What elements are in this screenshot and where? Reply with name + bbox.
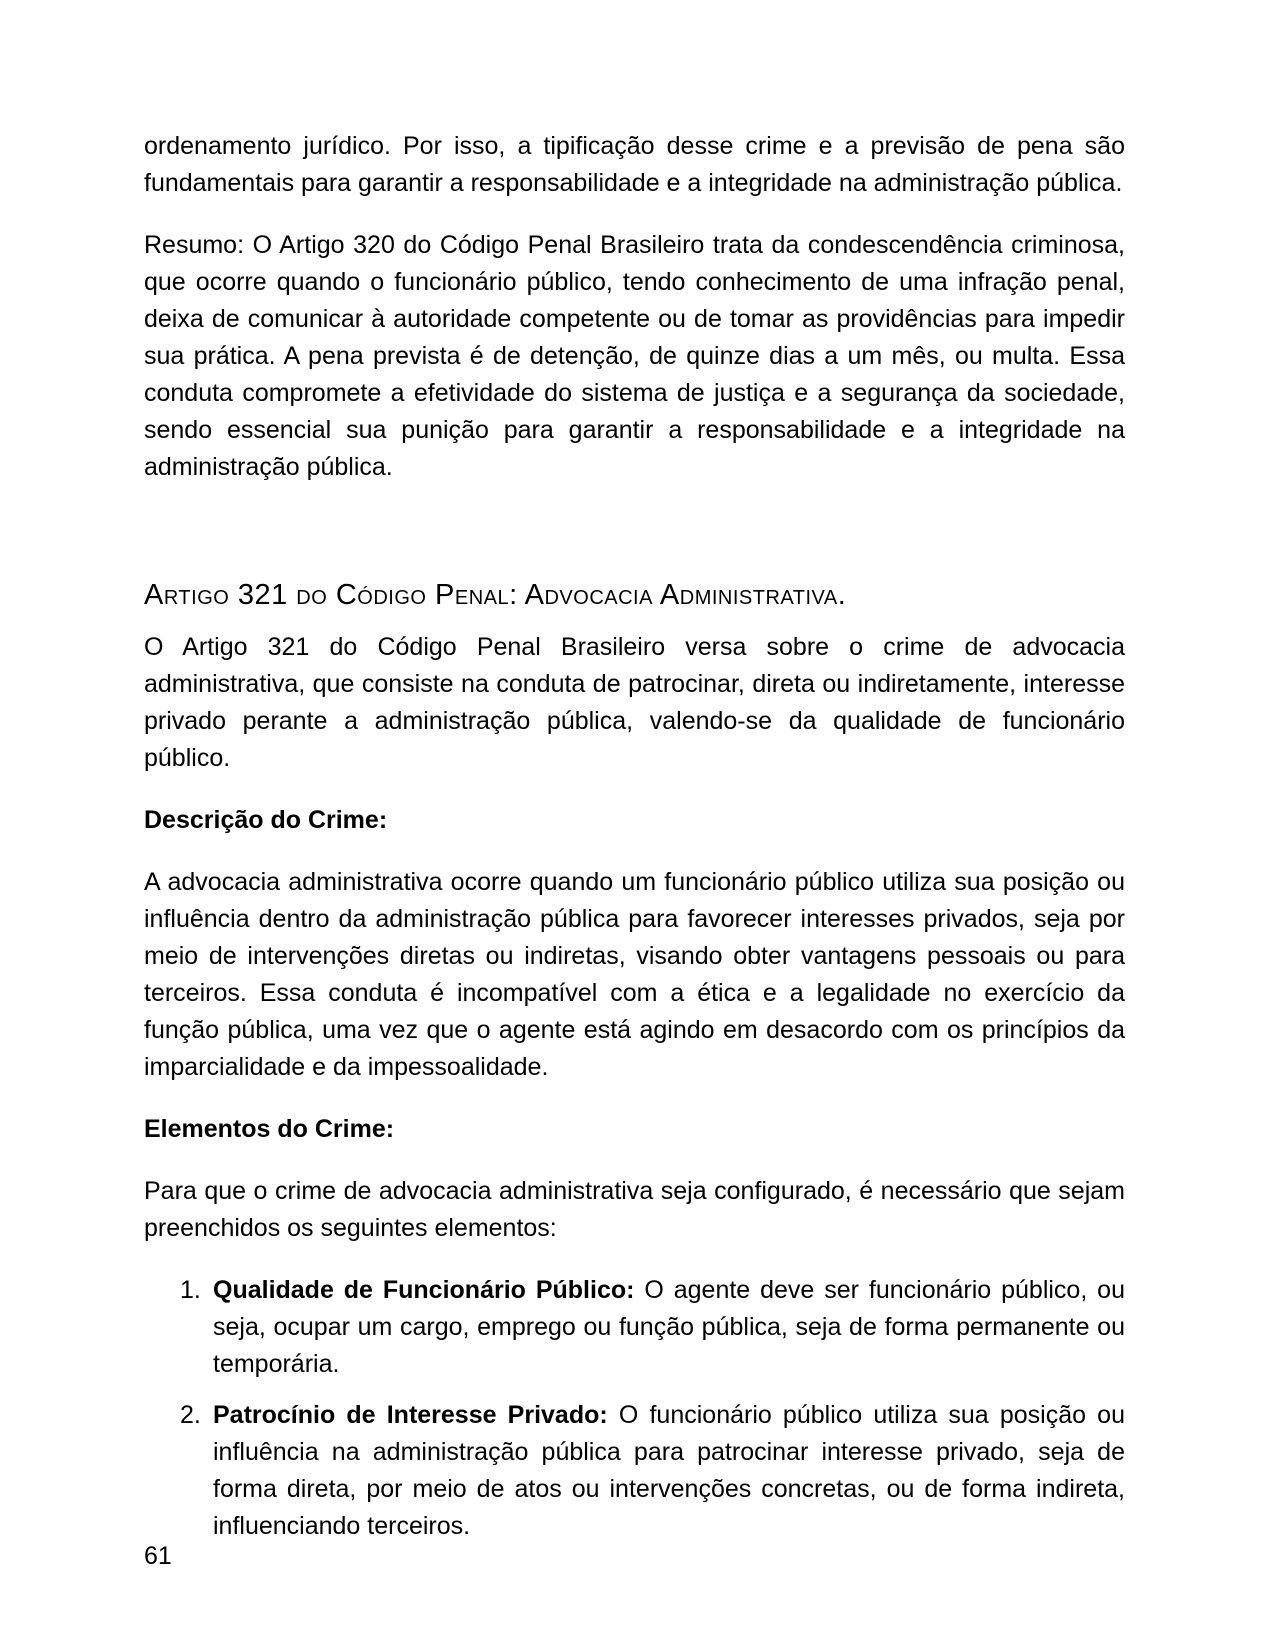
numbered-list: [144, 1272, 1125, 1545]
list-item-1-text: O agente deve ser funcionário público, ou seja, ocupar um cargo, emprego ou função pública, seja de forma permanente ou temporária.: [213, 1276, 1125, 1378]
subheading-elementos-do-crime: Elementos do Crime:: [144, 1115, 395, 1143]
list-item-2-text: O funcionário público utiliza sua posição ou influência na administração pública para patrocinar interesse privado, seja de forma direta, por meio de atos ou intervenções concretas, ou de forma indireta, influenciando terceiros.: [213, 1401, 1125, 1540]
section-heading-artigo-321: Artigo 321 do Código Penal: Advocacia Administrativa.: [144, 579, 847, 611]
list-item-1-term: Qualidade de Funcionário Público:: [213, 1276, 635, 1304]
list-item-2: [144, 1397, 1125, 1545]
paragraph-resumo: Resumo: O Artigo 320 do Código Penal Brasileiro trata da condescendência criminosa, que ocorre quando o funcionário público, tendo conhecimento de uma infração penal, deixa de comunicar à autoridade competente ou de tomar as providências para impedir sua prática. A pena prevista é de detenção, de quinze dias a um mês, ou multa. Essa conduta compromete a efetividade do sistema de justiça e a segurança da sociedade, sendo essencial sua punição para garantir a responsabilidade e a integridade na administração pública.: [144, 231, 1125, 481]
list-item-2-content: [213, 1397, 1125, 1545]
paragraph-descricao: A advocacia administrativa ocorre quando um funcionário público utiliza sua posição ou influência dentro da administração pública para favorecer interesses privados, seja por meio de intervenções diretas ou indiretas, visando obter vantagens pessoais ou para terceiros. Essa conduta é incompatível com a ética e a legalidade no exercício da função pública, uma vez que o agente está agindo em desacordo com os princípios da imparcialidade e da impessoalidade.: [144, 868, 1125, 1081]
list-number-2: 2.: [180, 1401, 201, 1429]
list-item-2-term: Patrocínio de Interesse Privado:: [213, 1401, 608, 1429]
paragraph-artigo-321-intro: O Artigo 321 do Código Penal Brasileiro versa sobre o crime de advocacia administrativa, que consiste na conduta de patrocinar, direta ou indiretamente, interesse privado perante a administração pública, valendo-se da qualidade de funcionário público.: [144, 633, 1125, 772]
page-number: 61: [144, 1542, 172, 1570]
list-item-1: [144, 1272, 1125, 1383]
page-content: [144, 128, 1125, 1559]
list-number-1: 1.: [180, 1276, 201, 1304]
list-item-1-content: [213, 1272, 1125, 1383]
subheading-descricao-do-crime: Descrição do Crime:: [144, 806, 388, 834]
paragraph-continuation: ordenamento jurídico. Por isso, a tipificação desse crime e a previsão de pena são fundamentais para garantir a responsabilidade e a integridade na administração pública.: [144, 132, 1125, 197]
paragraph-elementos-intro: Para que o crime de advocacia administrativa seja configurado, é necessário que sejam preenchidos os seguintes elementos:: [144, 1177, 1125, 1242]
